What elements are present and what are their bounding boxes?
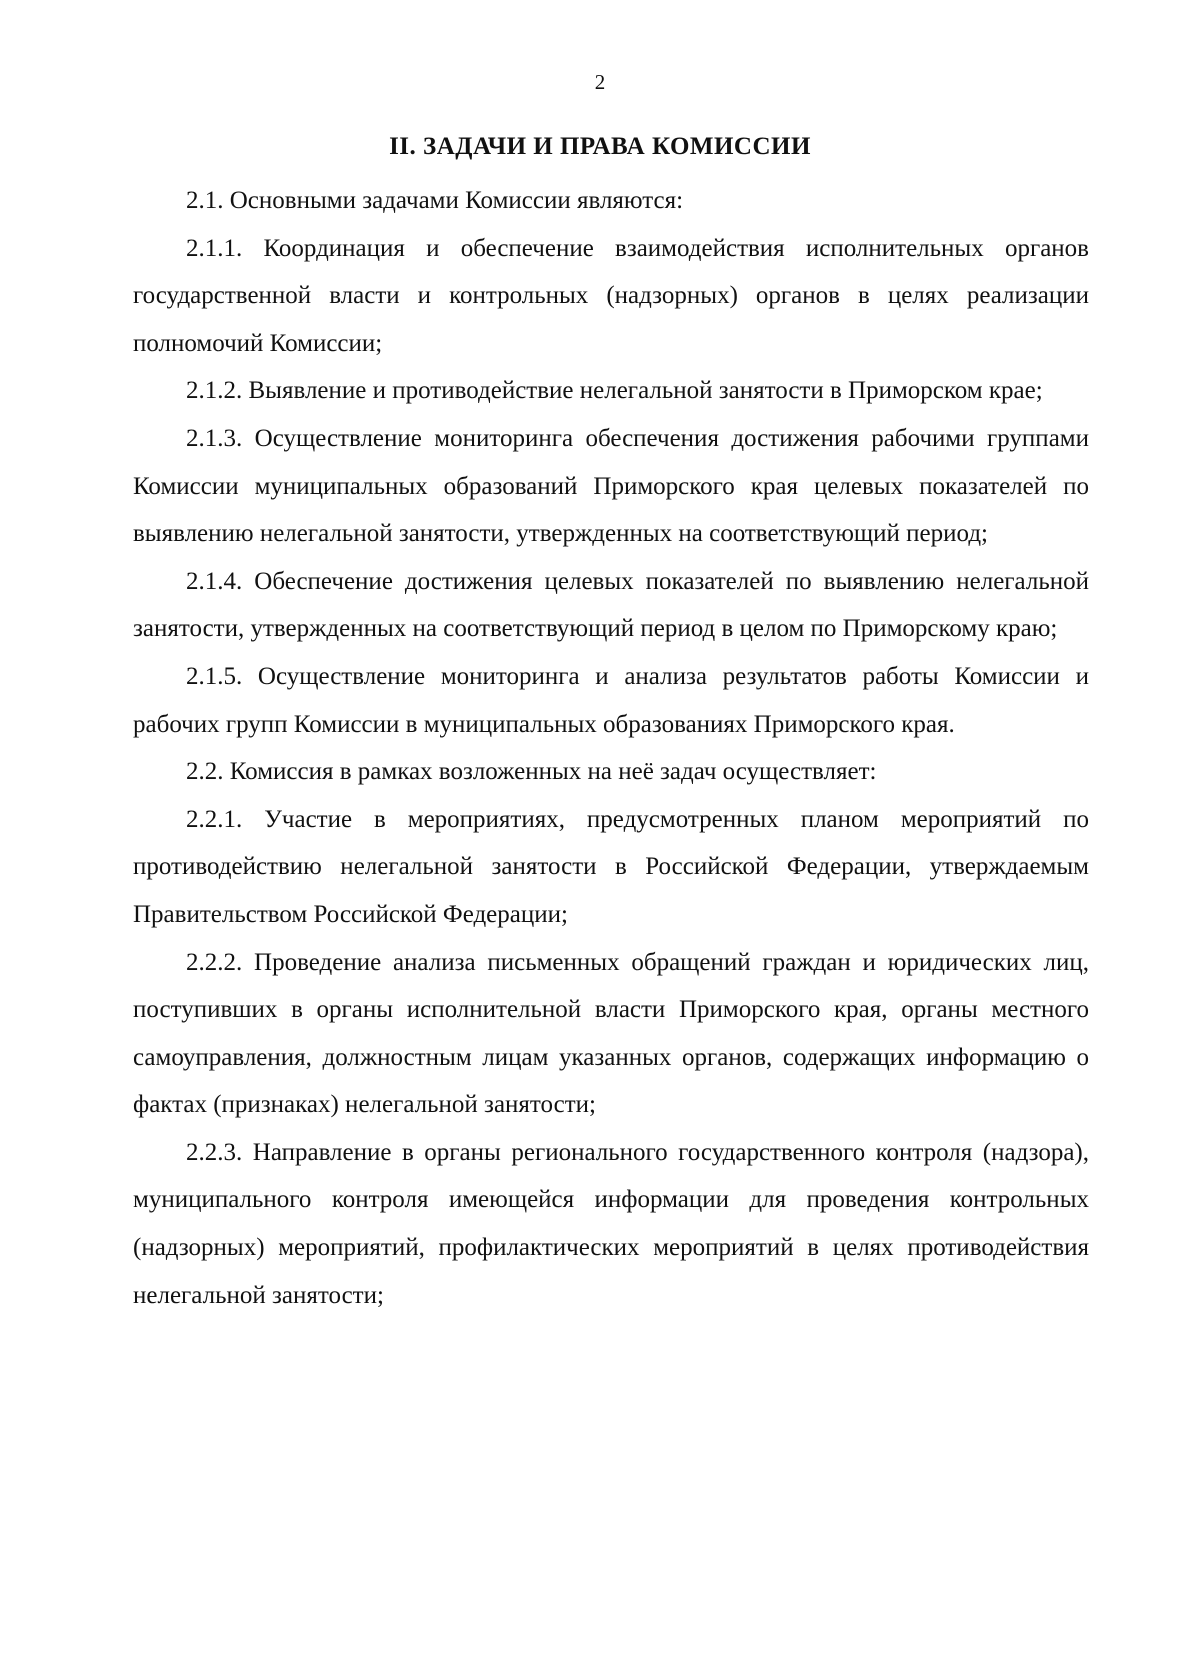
paragraph-2-1-1: 2.1.1. Координация и обеспечение взаимодействия исполнительных органов государственной власти и контрольных (надзорных) органов в целях реализации полномочий Комиссии; (133, 234, 1089, 357)
page-number: 2 (594, 70, 606, 94)
paragraph-2-1-5: 2.1.5. Осуществление мониторинга и анализа результатов работы Комиссии и рабочих групп Комиссии в муниципальных образованиях Приморского края. (133, 662, 1089, 738)
paragraph-2-1-3: 2.1.3. Осуществление мониторинга обеспечения достижения рабочими группами Комиссии муниципальных образований Приморского края целевых показателей по выявлению нелегальной занятости, утвержденных на соответствующий период; (133, 424, 1089, 548)
paragraph-2-2-1: 2.2.1. Участие в мероприятиях, предусмотренных планом мероприятий по противодействию нелегальной занятости в Российской Федерации, утверждаемым Правительством Российской Федерации; (133, 805, 1089, 928)
paragraph-2-2-2: 2.2.2. Проведение анализа письменных обращений граждан и юридических лиц, поступивших в органы исполнительной власти Приморского края, органы местного самоуправления, должностным лицам указанных органов, содержащих информацию о фактах (признаках) нелегальной занятости; (133, 948, 1089, 1119)
section-heading: II. ЗАДАЧИ И ПРАВА КОМИССИИ (389, 133, 811, 160)
paragraph-2-1: 2.1. Основными задачами Комиссии являются: (186, 187, 684, 214)
paragraph-2-2-3: 2.2.3. Направление в органы регионального государственного контроля (надзора), муниципального контроля имеющейся информации для проведения контрольных (надзорных) мероприятий, профилактических мероприятий в целях противодействия нелегальной занятости; (133, 1138, 1089, 1309)
paragraph-2-1-4: 2.1.4. Обеспечение достижения целевых показателей по выявлению нелегальной занятости, утвержденных на соответствующий период в целом по Приморскому краю; (133, 567, 1089, 643)
paragraph-2-2: 2.2. Комиссия в рамках возложенных на неё задач осуществляет: (186, 758, 877, 786)
document-body (133, 177, 1089, 1319)
paragraph-2-1-2: 2.1.2. Выявление и противодействие нелегальной занятости в Приморском крае; (186, 377, 1043, 405)
